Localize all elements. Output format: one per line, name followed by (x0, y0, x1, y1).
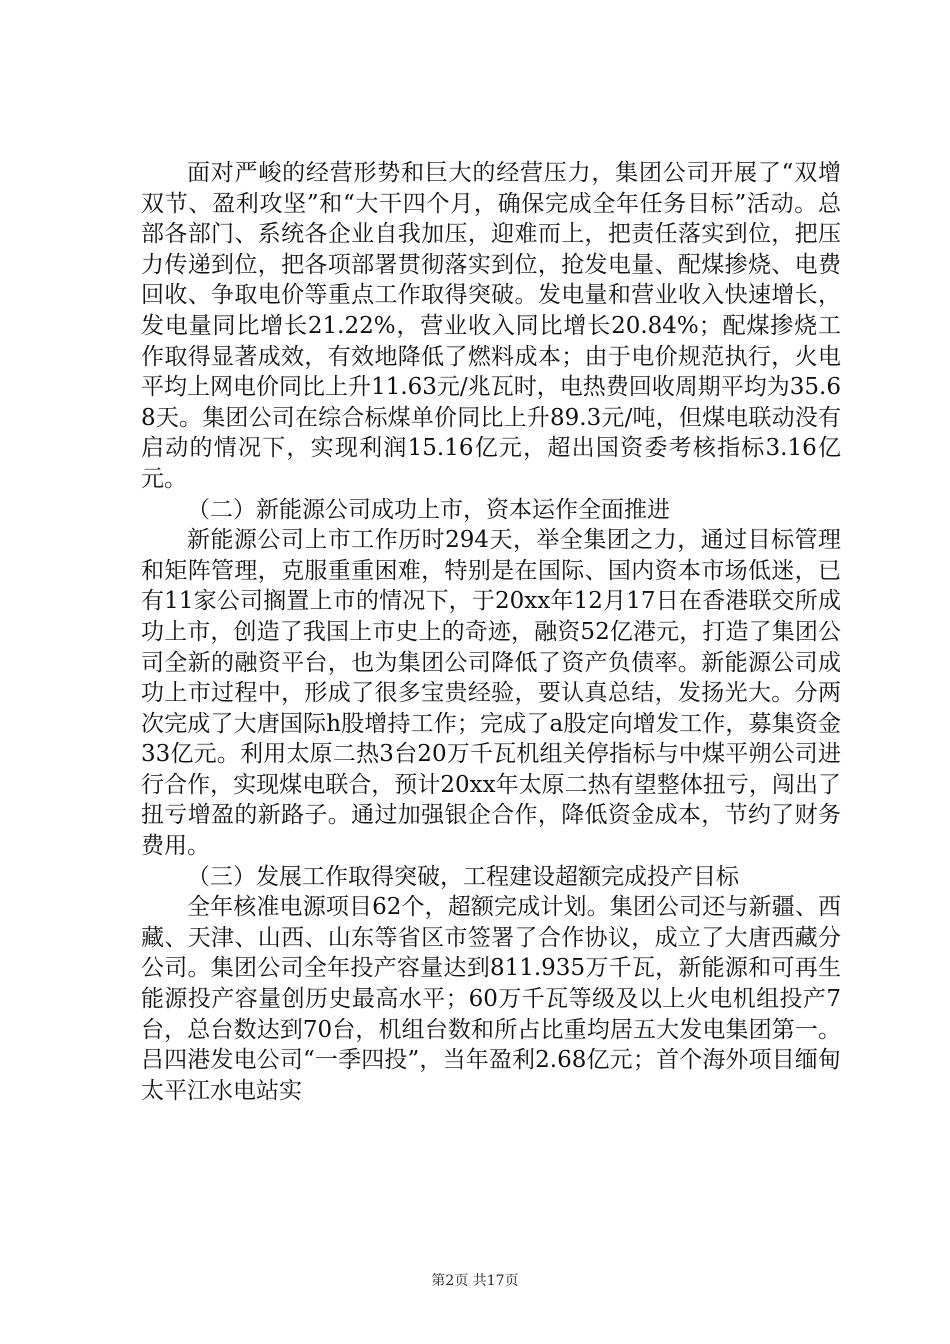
section-heading-2: （二）新能源公司成功上市，资本运作全面推进 (187, 496, 670, 523)
paragraph-operations: 面对严峻的经营形势和巨大的经营压力，集团公司开展了“双增双节、盈利攻坚”和“大干四个月，确保完成全年任务目标”活动。总部各部门、系统各企业自我加压，迎难而上，把责任落实到位，把压力传递到位，把各项部署贯彻落实到位，抢发电量、配煤掺烧、电费回收、争取电价等重点工作取得突破。发电量和营业收入快速增长，发电量同比增长21.22%，营业收入同比增长20.84%；配煤掺烧工作取得显著成效，有效地降低了燃料成本；由于电价规范执行，火电平均上网电价同比上升11.63元/兆瓦时，电热费回收周期平均为35.68天。集团公司在综合标煤单价同比上升89.3元/吨，但煤电联动没有启动的情况下，实现利润15.16亿元，超出国资委考核指标3.16亿元。 (141, 160, 841, 492)
document-body (141, 158, 841, 1106)
paragraph-new-energy-listing: 新能源公司上市工作历时294天，举全集团之力，通过目标管理和矩阵管理，克服重重困难，特别是在国际、国内资本市场低迷，已有11家公司搁置上市的情况下，于20xx年12月17日在香港联交所成功上市，创造了我国上市史上的奇迹，融资52亿港元，打造了集团公司全新的融资平台，也为集团公司降低了资产负债率。新能源公司成功上市过程中，形成了很多宝贵经验，要认真总结，发扬光大。分两次完成了大唐国际h股增持工作；完成了a股定向增发工作，募集资金33亿元。利用太原二热3台20万千瓦机组关停指标与中煤平朔公司进行合作，实现煤电联合，预计20xx年太原二热有望整体扭亏，闯出了扭亏增盈的新路子。通过加强银企合作，降低资金成本，节约了财务费用。 (141, 527, 841, 860)
section-heading-3: （三）发展工作取得突破，工程建设超额完成投产目标 (187, 863, 739, 890)
paragraph-development: 全年核准电源项目62个，超额完成计划。集团公司还与新疆、西藏、天津、山西、山东等省区市签署了合作协议，成立了大唐西藏分公司。集团公司全年投产容量达到811.935万千瓦，新能源和可再生能源投产容量创历史最高水平；60万千瓦等级及以上火电机组投产7台，总台数达到70台，机组台数和所占比重均居五大发电集团第一。吕四港发电公司“一季四投”，当年盈利2.68亿元；首个海外项目缅甸太平江水电站实 (141, 894, 841, 1104)
page-number-text: 第2页 共17页 (431, 1273, 519, 1289)
page-footer (0, 1272, 950, 1290)
